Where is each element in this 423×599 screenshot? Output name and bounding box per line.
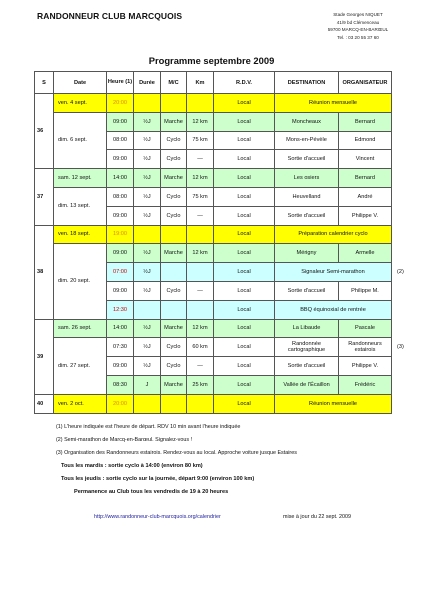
km-cell: — — [187, 150, 214, 169]
rdv-cell: Local — [214, 319, 275, 338]
duree-cell: ½J — [134, 357, 161, 376]
km-cell: — — [187, 281, 214, 300]
km-cell: 12 km — [187, 169, 214, 188]
date-cell: sam. 12 sept. — [54, 169, 107, 188]
mc-cell — [161, 263, 187, 282]
date-cell: ven. 18 sept. — [54, 225, 107, 244]
km-cell — [187, 94, 214, 113]
mc-cell: Marche — [161, 244, 187, 263]
mc-cell: Cyclo — [161, 150, 187, 169]
duree-cell: ½J — [134, 319, 161, 338]
destination-cell: Sortie d'accueil — [275, 150, 339, 169]
destination-cell: Randonnée cartographique — [275, 338, 339, 357]
organisateur-cell: Bernard — [339, 169, 392, 188]
heure-cell: 12:30 — [107, 300, 134, 319]
organisateur-cell: Philippe V. — [339, 206, 392, 225]
organisateur-cell: Bernard — [339, 112, 392, 131]
mc-cell — [161, 394, 187, 413]
address-line: 59700 MARCQ-EN-BARŒUL — [327, 27, 389, 33]
destination-cell: Réunion mensuelle — [275, 94, 392, 113]
km-cell: 12 km — [187, 112, 214, 131]
duree-cell: ½J — [134, 169, 161, 188]
address-line: Stade Georges NIQUET — [333, 12, 383, 17]
club-address — [318, 11, 398, 41]
km-cell — [187, 263, 214, 282]
heure-cell: 08:00 — [107, 187, 134, 206]
bold-note: Tous les mardis : sortie cyclo à 14:00 (environ 80 km) — [61, 463, 203, 469]
heure-cell: 09:00 — [107, 244, 134, 263]
address-line: 41/9 bd Clémenceau — [336, 19, 380, 25]
heure-cell: 09:00 — [107, 112, 134, 131]
rdv-cell: Local — [214, 300, 275, 319]
rdv-cell: Local — [214, 131, 275, 150]
destination-cell: La Libaude — [275, 319, 339, 338]
rdv-cell: Local — [214, 150, 275, 169]
rdv-cell: Local — [214, 94, 275, 113]
mc-cell: Marche — [161, 319, 187, 338]
table-row — [35, 319, 392, 338]
organisateur-cell: André — [339, 187, 392, 206]
date-cell: dim. 6 sept. — [54, 112, 107, 168]
mc-cell: Marche — [161, 169, 187, 188]
mc-cell: Marche — [161, 375, 187, 394]
col-rdv: R.D.V. — [214, 72, 275, 94]
duree-cell: ½J — [134, 206, 161, 225]
duree-cell: ½J — [134, 338, 161, 357]
rdv-cell: Local — [214, 112, 275, 131]
organisateur-cell: Vincent — [339, 150, 392, 169]
km-cell: 75 km — [187, 131, 214, 150]
mc-cell: Cyclo — [161, 281, 187, 300]
heure-cell: 20:00 — [107, 94, 134, 113]
page-title: Programme septembre 2009 — [148, 55, 275, 66]
date-cell: ven. 2 oct. — [54, 394, 107, 413]
mc-cell — [161, 94, 187, 113]
col-date: Date — [54, 72, 107, 94]
footnote: (3) Organisation des Randonneurs estairois. Rendez-vous au local. Approche voiture jusque Estaires — [56, 450, 297, 456]
table-header-row — [35, 72, 392, 94]
km-cell: — — [187, 206, 214, 225]
row-footnote-marker: (3) — [397, 343, 404, 350]
destination-cell: Mons-en-Pévèle — [275, 131, 339, 150]
mc-cell: Marche — [161, 112, 187, 131]
destination-cell: Les osiers — [275, 169, 339, 188]
table-row — [35, 244, 392, 263]
table-row — [35, 338, 392, 357]
update-date: mise à jour du 22 sept. 2009 — [283, 514, 352, 520]
week-cell: 36 — [35, 94, 54, 169]
heure-cell: 09:00 — [107, 206, 134, 225]
row-footnote-marker: (2) — [397, 268, 404, 275]
week-cell: 38 — [35, 225, 54, 319]
duree-cell — [134, 225, 161, 244]
col-duree: Durée — [134, 72, 161, 94]
km-cell — [187, 225, 214, 244]
duree-cell — [134, 394, 161, 413]
table-row — [35, 94, 392, 113]
week-cell: 37 — [35, 169, 54, 225]
notes — [56, 424, 396, 502]
organisateur-cell: Pascale — [339, 319, 392, 338]
destination-cell: BBQ équinoxial de rentrée — [275, 300, 392, 319]
heure-cell: 09:00 — [107, 357, 134, 376]
club-name: RANDONNEUR CLUB MARCQUOIS — [37, 11, 183, 21]
km-cell: 12 km — [187, 319, 214, 338]
rdv-cell: Local — [214, 244, 275, 263]
rdv-cell: Local — [214, 357, 275, 376]
duree-cell: J — [134, 375, 161, 394]
destination-cell: Heuvelland — [275, 187, 339, 206]
organisateur-cell: Philippe V. — [339, 357, 392, 376]
km-cell: — — [187, 357, 214, 376]
destination-cell: Sortie d'accueil — [275, 357, 339, 376]
heure-cell: 09:00 — [107, 150, 134, 169]
km-cell: 75 km — [187, 187, 214, 206]
col-week: S — [35, 72, 54, 94]
bold-note: Tous les jeudis : sortie cyclo sur la journée, départ 9:00 (environ 100 km) — [61, 476, 255, 482]
organisateur-cell: Philippe M. — [339, 281, 392, 300]
destination-cell: Réunion mensuelle — [275, 394, 392, 413]
destination-cell: Vallée de l'Écaillon — [275, 375, 339, 394]
mc-cell: Cyclo — [161, 338, 187, 357]
destination-cell: Sortie d'accueil — [275, 281, 339, 300]
date-cell: dim. 13 sept. — [54, 187, 107, 225]
rdv-cell: Local — [214, 225, 275, 244]
organisateur-cell: Frédéric — [339, 375, 392, 394]
address-line: Tel. : 03 20 55 37 60 — [337, 34, 379, 40]
duree-cell: ½J — [134, 244, 161, 263]
heure-cell: 07:00 — [107, 263, 134, 282]
km-cell — [187, 394, 214, 413]
table-row — [35, 225, 392, 244]
rdv-cell: Local — [214, 187, 275, 206]
mc-cell: Cyclo — [161, 206, 187, 225]
col-mc: M/C — [161, 72, 187, 94]
heure-cell: 20:00 — [107, 394, 134, 413]
duree-cell: ½J — [134, 187, 161, 206]
col-heure: Heure (1) — [107, 72, 134, 94]
heure-cell: 08:00 — [107, 131, 134, 150]
table-row — [35, 112, 392, 131]
duree-cell: ½J — [134, 281, 161, 300]
mc-cell: Cyclo — [161, 131, 187, 150]
duree-cell — [134, 94, 161, 113]
heure-cell: 19:00 — [107, 225, 134, 244]
col-destination: DESTINATION — [275, 72, 339, 94]
duree-cell: ½J — [134, 263, 161, 282]
rdv-cell: Local — [214, 206, 275, 225]
destination-cell: Mérigny — [275, 244, 339, 263]
week-cell: 40 — [35, 394, 54, 413]
km-cell: 25 km — [187, 375, 214, 394]
heure-cell: 09:00 — [107, 281, 134, 300]
duree-cell: ½J — [134, 131, 161, 150]
table-row — [35, 394, 392, 413]
table-row — [35, 187, 392, 206]
mc-cell: Cyclo — [161, 357, 187, 376]
table-row — [35, 169, 392, 188]
heure-cell: 14:00 — [107, 169, 134, 188]
rdv-cell: Local — [214, 375, 275, 394]
week-cell: 39 — [35, 319, 54, 394]
km-cell: 60 km — [187, 338, 214, 357]
duree-cell: ½J — [134, 112, 161, 131]
duree-cell: ½J — [134, 150, 161, 169]
heure-cell: 07:30 — [107, 338, 134, 357]
date-cell: sam. 26 sept. — [54, 319, 107, 338]
date-cell: ven. 4 sept. — [54, 94, 107, 113]
duree-cell — [134, 300, 161, 319]
organisateur-cell: Randonneurs estairois — [339, 338, 392, 357]
rdv-cell: Local — [214, 281, 275, 300]
bold-note: Permanence au Club tous les vendredis de 19 à 20 heures — [74, 489, 229, 495]
km-cell — [187, 300, 214, 319]
mc-cell: Cyclo — [161, 187, 187, 206]
destination-cell: Moncheaux — [275, 112, 339, 131]
calendar-link[interactable]: http://www.randonneur-club-marcquois.org/calendrier — [94, 514, 221, 520]
heure-cell: 14:00 — [107, 319, 134, 338]
heure-cell: 08:30 — [107, 375, 134, 394]
rdv-cell: Local — [214, 169, 275, 188]
organisateur-cell: Armelle — [339, 244, 392, 263]
programme-table — [34, 71, 392, 414]
footnote: (2) Semi-marathon de Marcq-en-Barœul. Signalez-vous ! — [56, 437, 193, 443]
destination-cell: Signaleur Semi-marathon — [275, 263, 392, 282]
rdv-cell: Local — [214, 394, 275, 413]
footnote: (1) L'heure indiquée est l'heure de départ. RDV 10 min avant l'heure indiquée — [56, 424, 241, 430]
date-cell: dim. 27 sept. — [54, 338, 107, 394]
mc-cell — [161, 225, 187, 244]
mc-cell — [161, 300, 187, 319]
rdv-cell: Local — [214, 263, 275, 282]
rdv-cell: Local — [214, 338, 275, 357]
col-km: Km — [187, 72, 214, 94]
destination-cell: Sortie d'accueil — [275, 206, 339, 225]
date-cell: dim. 20 sept. — [54, 244, 107, 319]
km-cell: 12 km — [187, 244, 214, 263]
destination-cell: Préparation calendrier cyclo — [275, 225, 392, 244]
col-organisateur: ORGANISATEUR — [339, 72, 392, 94]
organisateur-cell: Edmond — [339, 131, 392, 150]
